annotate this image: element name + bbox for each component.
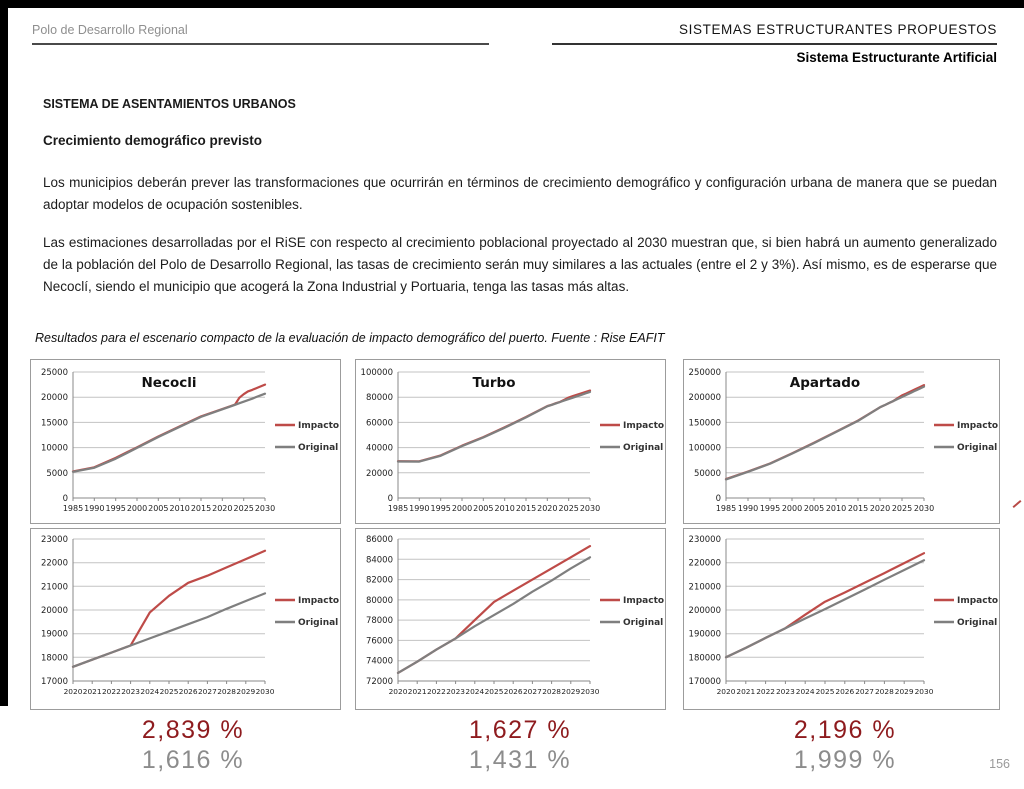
percentage-block-apartado bbox=[794, 716, 896, 776]
turbo-original-rate: 1,431 % bbox=[468, 746, 572, 774]
svg-text:230000: 230000 bbox=[688, 535, 721, 545]
svg-text:2021: 2021 bbox=[736, 687, 756, 696]
svg-text:19000: 19000 bbox=[40, 629, 68, 640]
apartado-full-chart bbox=[684, 360, 999, 523]
svg-text:Impacto: Impacto bbox=[298, 596, 340, 606]
svg-text:1990: 1990 bbox=[409, 504, 430, 513]
legend bbox=[275, 421, 339, 453]
svg-text:2028: 2028 bbox=[874, 687, 894, 696]
svg-text:Impacto: Impacto bbox=[298, 421, 340, 431]
svg-text:2000: 2000 bbox=[781, 504, 803, 513]
svg-text:2030: 2030 bbox=[579, 504, 601, 513]
svg-text:Original: Original bbox=[623, 618, 664, 628]
svg-text:2029: 2029 bbox=[236, 687, 256, 696]
svg-text:1985: 1985 bbox=[387, 504, 409, 513]
svg-text:23000: 23000 bbox=[40, 535, 68, 545]
svg-text:2026: 2026 bbox=[503, 687, 523, 696]
page-number: 156 bbox=[989, 757, 1010, 771]
svg-text:2030: 2030 bbox=[913, 504, 935, 513]
svg-text:18000: 18000 bbox=[40, 653, 68, 664]
svg-text:2028: 2028 bbox=[217, 687, 237, 696]
svg-text:190000: 190000 bbox=[688, 629, 721, 640]
svg-text:2027: 2027 bbox=[197, 687, 217, 696]
svg-text:15000: 15000 bbox=[40, 418, 68, 429]
svg-text:84000: 84000 bbox=[365, 555, 393, 566]
svg-text:2023: 2023 bbox=[446, 687, 466, 696]
chart-title: Apartado bbox=[789, 375, 861, 391]
chart-panel-apartado-zoom bbox=[683, 528, 1000, 710]
necocli-impacto-rate: 2,839 % bbox=[141, 716, 245, 744]
svg-text:2022: 2022 bbox=[756, 687, 776, 696]
apartado-zoom-chart bbox=[684, 529, 999, 709]
svg-text:40000: 40000 bbox=[365, 443, 393, 454]
chart-panel-turbo-full bbox=[355, 359, 666, 524]
svg-text:100000: 100000 bbox=[688, 443, 721, 454]
y-axis-labels bbox=[689, 535, 721, 687]
svg-text:2023: 2023 bbox=[121, 687, 141, 696]
svg-text:2027: 2027 bbox=[522, 687, 542, 696]
page-left-border bbox=[0, 8, 8, 706]
series-original bbox=[398, 557, 590, 673]
svg-text:2026: 2026 bbox=[835, 687, 855, 696]
svg-text:20000: 20000 bbox=[365, 468, 393, 479]
svg-text:2024: 2024 bbox=[795, 687, 815, 696]
svg-text:25000: 25000 bbox=[40, 368, 68, 378]
svg-text:1990: 1990 bbox=[737, 504, 759, 513]
svg-text:2015: 2015 bbox=[515, 504, 537, 513]
svg-text:2025: 2025 bbox=[815, 687, 835, 696]
svg-text:2030: 2030 bbox=[255, 687, 275, 696]
legend bbox=[600, 596, 664, 628]
chart-title: Turbo bbox=[472, 375, 516, 391]
svg-text:50000: 50000 bbox=[693, 468, 721, 479]
chart-panel-apartado-full bbox=[683, 359, 1000, 524]
gridlines bbox=[398, 539, 590, 661]
svg-text:2025: 2025 bbox=[484, 687, 504, 696]
svg-text:2030: 2030 bbox=[254, 504, 276, 513]
svg-text:2024: 2024 bbox=[140, 687, 160, 696]
legend bbox=[275, 596, 339, 628]
svg-text:2030: 2030 bbox=[580, 687, 600, 696]
svg-text:2025: 2025 bbox=[159, 687, 179, 696]
svg-text:2022: 2022 bbox=[101, 687, 121, 696]
series-impacto bbox=[398, 546, 590, 673]
svg-text:2005: 2005 bbox=[148, 504, 169, 513]
header-right-title: SISTEMAS ESTRUCTURANTES PROPUESTOS bbox=[552, 22, 997, 45]
svg-text:72000: 72000 bbox=[365, 677, 393, 687]
x-axis-labels bbox=[717, 681, 934, 696]
svg-text:1990: 1990 bbox=[84, 504, 105, 513]
svg-text:Impacto: Impacto bbox=[623, 421, 665, 431]
y-axis-labels bbox=[41, 368, 68, 504]
svg-text:250000: 250000 bbox=[688, 368, 721, 378]
stray-red-mark bbox=[1013, 500, 1022, 508]
svg-text:1995: 1995 bbox=[759, 504, 781, 513]
header-left-title: Polo de Desarrollo Regional bbox=[32, 23, 489, 45]
page-top-border bbox=[0, 0, 1024, 8]
necocli-original-rate: 1,616 % bbox=[141, 746, 245, 774]
legend bbox=[934, 421, 998, 453]
svg-text:150000: 150000 bbox=[688, 418, 721, 429]
svg-text:2030: 2030 bbox=[914, 687, 934, 696]
series-impacto bbox=[73, 551, 265, 667]
svg-text:2021: 2021 bbox=[407, 687, 427, 696]
svg-text:2025: 2025 bbox=[558, 504, 579, 513]
svg-text:80000: 80000 bbox=[365, 595, 393, 606]
svg-text:2020: 2020 bbox=[537, 504, 558, 513]
svg-text:2022: 2022 bbox=[426, 687, 446, 696]
svg-text:Original: Original bbox=[298, 618, 339, 628]
svg-text:60000: 60000 bbox=[365, 418, 393, 429]
series-original bbox=[726, 387, 924, 480]
y-axis-labels bbox=[361, 368, 393, 504]
x-axis-labels bbox=[716, 498, 934, 513]
svg-text:2025: 2025 bbox=[233, 504, 254, 513]
svg-text:21000: 21000 bbox=[40, 582, 68, 593]
svg-text:1985: 1985 bbox=[715, 504, 737, 513]
chart-panel-necocli-zoom bbox=[30, 528, 341, 710]
svg-text:Original: Original bbox=[298, 443, 339, 453]
svg-text:2027: 2027 bbox=[855, 687, 875, 696]
svg-text:17000: 17000 bbox=[40, 677, 68, 687]
legend bbox=[600, 421, 664, 453]
svg-text:2026: 2026 bbox=[178, 687, 198, 696]
svg-text:76000: 76000 bbox=[365, 636, 393, 647]
chart-panel-necocli-full bbox=[30, 359, 341, 524]
svg-text:2005: 2005 bbox=[473, 504, 494, 513]
x-axis-labels bbox=[388, 498, 600, 513]
svg-text:210000: 210000 bbox=[688, 582, 721, 593]
figure-caption: Resultados para el escenario compacto de la evaluación de impacto demográfico del puerto. Fuente : Rise EAFIT bbox=[35, 331, 665, 345]
section-heading: SISTEMA DE ASENTAMIENTOS URBANOS bbox=[43, 97, 296, 111]
svg-text:82000: 82000 bbox=[365, 575, 393, 586]
svg-text:170000: 170000 bbox=[688, 677, 721, 687]
svg-text:22000: 22000 bbox=[40, 558, 68, 569]
svg-text:2029: 2029 bbox=[561, 687, 581, 696]
svg-text:2029: 2029 bbox=[894, 687, 914, 696]
turbo-zoom-chart bbox=[356, 529, 665, 709]
svg-text:20000: 20000 bbox=[40, 393, 68, 404]
turbo-impacto-rate: 1,627 % bbox=[468, 716, 572, 744]
apartado-impacto-rate: 2,196 % bbox=[793, 716, 897, 744]
svg-text:1995: 1995 bbox=[430, 504, 451, 513]
svg-text:2010: 2010 bbox=[494, 504, 515, 513]
legend bbox=[934, 596, 998, 628]
svg-text:20000: 20000 bbox=[40, 606, 68, 616]
chart-panel-turbo-zoom bbox=[355, 528, 666, 710]
svg-text:2023: 2023 bbox=[775, 687, 795, 696]
series-original bbox=[398, 392, 590, 462]
svg-text:2015: 2015 bbox=[847, 504, 869, 513]
svg-text:Original: Original bbox=[623, 443, 664, 453]
x-axis-labels bbox=[63, 498, 275, 513]
percentage-block-turbo bbox=[469, 716, 571, 776]
svg-text:2020: 2020 bbox=[388, 687, 408, 696]
svg-text:0: 0 bbox=[387, 494, 393, 504]
svg-text:10000: 10000 bbox=[40, 443, 68, 454]
svg-text:0: 0 bbox=[62, 494, 68, 504]
svg-text:2015: 2015 bbox=[190, 504, 212, 513]
svg-text:1985: 1985 bbox=[62, 504, 84, 513]
svg-text:2005: 2005 bbox=[803, 504, 825, 513]
svg-text:2010: 2010 bbox=[825, 504, 847, 513]
svg-text:Impacto: Impacto bbox=[623, 596, 665, 606]
y-axis-labels bbox=[366, 535, 393, 687]
svg-text:2020: 2020 bbox=[869, 504, 891, 513]
y-axis-labels bbox=[689, 368, 721, 504]
svg-text:200000: 200000 bbox=[688, 393, 721, 404]
svg-text:2028: 2028 bbox=[542, 687, 562, 696]
series-original bbox=[73, 394, 265, 472]
svg-text:2020: 2020 bbox=[212, 504, 233, 513]
svg-text:2020: 2020 bbox=[716, 687, 736, 696]
series-original bbox=[73, 593, 265, 666]
svg-text:Original: Original bbox=[957, 618, 998, 628]
y-axis-labels bbox=[41, 535, 68, 687]
svg-text:220000: 220000 bbox=[688, 558, 721, 569]
percentage-block-necocli bbox=[142, 716, 244, 776]
series-original bbox=[726, 560, 924, 657]
svg-text:100000: 100000 bbox=[360, 368, 393, 378]
svg-text:2000: 2000 bbox=[451, 504, 473, 513]
svg-text:2025: 2025 bbox=[891, 504, 913, 513]
x-axis-labels bbox=[64, 681, 275, 696]
svg-text:5000: 5000 bbox=[46, 468, 68, 479]
svg-text:2020: 2020 bbox=[63, 687, 83, 696]
svg-text:1995: 1995 bbox=[105, 504, 126, 513]
svg-text:0: 0 bbox=[715, 494, 721, 504]
svg-text:2024: 2024 bbox=[465, 687, 485, 696]
svg-text:2021: 2021 bbox=[82, 687, 102, 696]
chart-title: Necocli bbox=[141, 375, 197, 391]
subsection-heading: Crecimiento demográfico previsto bbox=[43, 133, 263, 148]
gridlines bbox=[73, 539, 265, 657]
svg-text:Impacto: Impacto bbox=[957, 596, 999, 606]
paragraph-2: Las estimaciones desarrolladas por el RiSE con respecto al crecimiento poblacional proyectado al 2030 muestran que, si bien habrá un aumento generalizado de la población del Polo de Desarrollo Regional, las tasas de crecimiento serán muy similares a las actuales (entre el 2 y 3%). Así mismo, es de esperarse que Necoclí, siendo el municipio que acogerá la Zona Industrial y Portuaria, tenga las tasas más altas. bbox=[43, 235, 997, 294]
gridlines bbox=[726, 539, 924, 657]
svg-text:86000: 86000 bbox=[365, 535, 393, 545]
svg-text:80000: 80000 bbox=[365, 393, 393, 404]
x-axis-labels bbox=[389, 681, 600, 696]
svg-text:200000: 200000 bbox=[688, 606, 721, 616]
svg-text:2000: 2000 bbox=[126, 504, 148, 513]
svg-text:Original: Original bbox=[957, 443, 998, 453]
svg-text:78000: 78000 bbox=[365, 616, 393, 627]
necocli-zoom-chart bbox=[31, 529, 340, 709]
svg-text:180000: 180000 bbox=[688, 653, 721, 664]
header-right-subtitle: Sistema Estructurante Artificial bbox=[796, 50, 997, 65]
turbo-full-chart bbox=[356, 360, 665, 523]
paragraph-1: Los municipios deberán prever las transformaciones que ocurrirán en términos de crecimiento demográfico y configuración urbana de manera que se puedan adoptar modelos de ocupación sostenibles. bbox=[43, 175, 997, 212]
necocli-full-chart bbox=[31, 360, 340, 523]
svg-text:74000: 74000 bbox=[365, 656, 393, 667]
svg-text:Impacto: Impacto bbox=[957, 421, 999, 431]
apartado-original-rate: 1,999 % bbox=[793, 746, 897, 774]
series-impacto bbox=[726, 385, 924, 479]
svg-text:2010: 2010 bbox=[169, 504, 190, 513]
